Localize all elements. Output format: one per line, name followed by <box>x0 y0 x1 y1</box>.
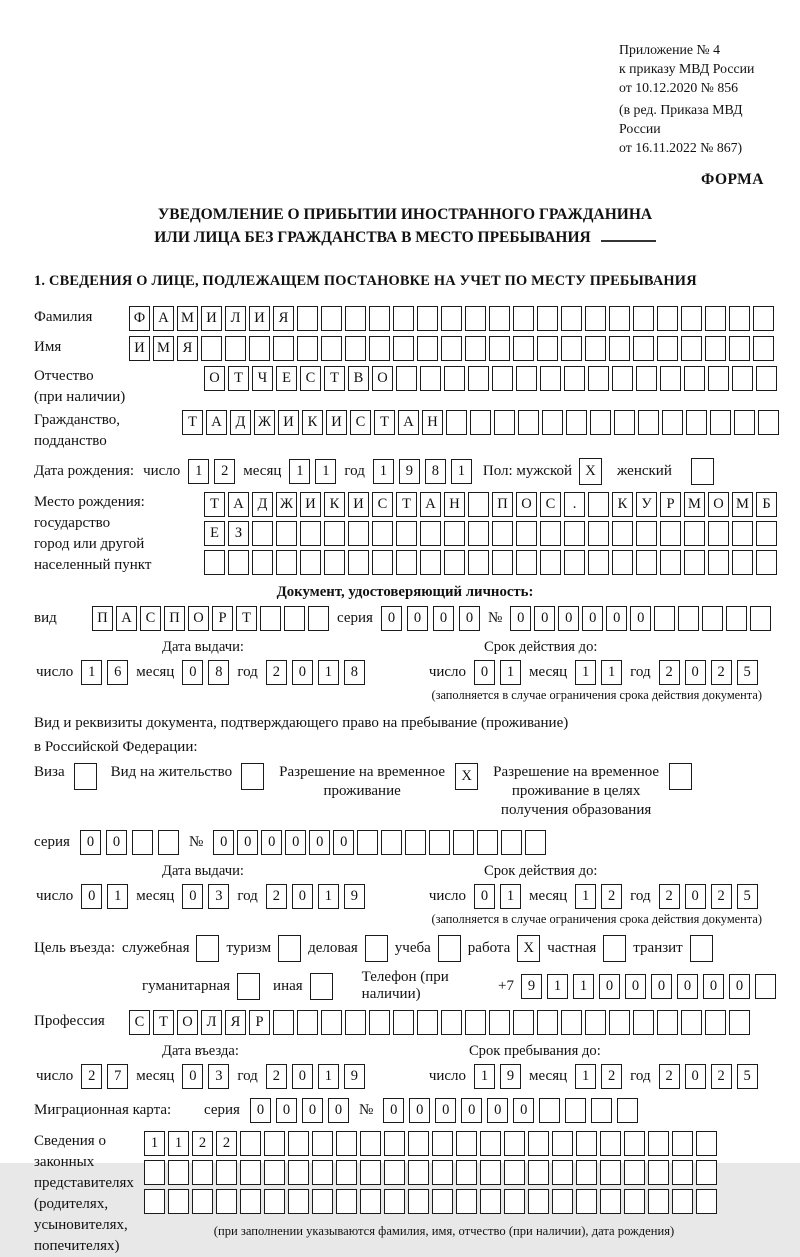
purpose-other-checkbox <box>310 973 333 1000</box>
month-label: месяц <box>243 463 282 479</box>
purpose-study-checkbox <box>438 935 461 962</box>
phone-prefix: +7 <box>498 977 514 994</box>
birth-date-label: Дата рождения: <box>34 463 135 479</box>
visit-purpose-row1 <box>34 935 776 962</box>
migration-number-label: № <box>358 1102 374 1118</box>
option-visa: Виза <box>34 763 97 790</box>
option-temp-permit: Разрешение на временное проживание X <box>278 763 478 801</box>
given-name-cells: И М Я <box>129 336 774 361</box>
year-label: год <box>630 664 651 680</box>
stay-year-cells: 2 0 2 5 <box>659 1064 758 1089</box>
doc-expiry-day-cells: 0 1 <box>474 660 521 685</box>
residence-expiry-year-cells: 2 0 2 5 <box>659 884 758 909</box>
doc-expiry-date-label: Срок действия до: <box>483 639 598 655</box>
visit-purpose-row2 <box>142 969 776 1003</box>
patronymic-cells: О Т Ч Е С Т В О <box>204 366 777 391</box>
year-label: год <box>237 664 258 680</box>
profession-cells: С Т О Л Я Р <box>129 1010 750 1035</box>
purpose-study-label: учеба <box>394 940 431 956</box>
patronymic-row <box>34 366 776 408</box>
doc-series-label: серия <box>337 610 373 626</box>
legal-reps-row <box>34 1131 776 1257</box>
profession-row <box>34 1010 776 1035</box>
surname-cells: Ф А М И Л И Я <box>129 306 774 331</box>
purpose-work-checkbox: X <box>517 935 540 962</box>
year-label: год <box>630 888 651 904</box>
residence-number-cells: 0 0 0 0 0 0 <box>213 830 546 855</box>
purpose-work-label: работа <box>467 940 511 956</box>
purpose-official-label: служебная <box>121 940 190 956</box>
surname-label: Фамилия <box>34 309 93 325</box>
residence-expiry-date-label: Срок действия до: <box>483 863 598 879</box>
month-label: месяц <box>136 1068 175 1084</box>
day-label: число <box>143 463 181 479</box>
legal-reps-label: Сведения о законных представителях (родителях, усыновителях, попечителях) <box>34 1133 134 1254</box>
gender-female-label: женский <box>617 463 672 479</box>
appendix-line: Приложение № 4 <box>619 42 721 57</box>
page-title <box>34 203 776 249</box>
amendment-line: (в ред. Приказа МВД России <box>619 102 743 136</box>
purpose-transit-checkbox <box>690 935 713 962</box>
amendment-line: от 16.11.2022 № 867) <box>619 140 743 155</box>
purpose-other-label: иная <box>273 977 303 994</box>
migration-card-label: Миграционная карта: <box>34 1102 172 1118</box>
citizenship-cells: Т А Д Ж И К И С Т А Н <box>182 410 779 435</box>
month-label: месяц <box>136 664 175 680</box>
year-label: год <box>237 888 258 904</box>
visa-checkbox <box>74 763 97 790</box>
temp-permit-checkbox: X <box>455 763 478 790</box>
purpose-private-checkbox <box>603 935 626 962</box>
residence-issue-date-label: Дата выдачи: <box>162 863 244 879</box>
purpose-humanitarian-label: гуманитарная <box>142 977 231 994</box>
phone-cells: 9 1 1 0 0 0 0 0 0 <box>521 974 776 999</box>
year-label: год <box>630 1068 651 1084</box>
doc-issue-month-cells: 0 8 <box>182 660 229 685</box>
month-label: месяц <box>529 888 568 904</box>
doc-expiry-year-cells: 2 0 2 5 <box>659 660 758 685</box>
appendix-block <box>619 40 776 157</box>
title-line2: ИЛИ ЛИЦА БЕЗ ГРАЖДАНСТВА В МЕСТО ПРЕБЫВАНИЯ <box>34 226 776 249</box>
migration-series-label: серия <box>204 1102 240 1118</box>
gender-male-checkbox: X <box>579 458 602 485</box>
stay-until-label: Срок пребывания до: <box>468 1043 601 1059</box>
residence-issue-year-cells: 2 0 1 9 <box>266 884 365 909</box>
residence-doc-intro: Вид и реквизиты документа, подтверждающего право на пребывание (проживание) в Российской Федерации: <box>34 715 569 755</box>
residence-series-label: серия <box>34 834 70 850</box>
visit-purpose-label: Цель въезда: <box>34 940 115 956</box>
legal-reps-cells-row1: 1 1 2 2 <box>144 1131 717 1156</box>
residence-issue-day-cells: 0 1 <box>81 884 128 909</box>
birth-month-cells: 1 1 <box>289 459 336 484</box>
doc-expiry-month-cells: 1 1 <box>575 660 622 685</box>
identity-doc-note: (заполняется в случае ограничения срока действия документа) <box>431 688 762 702</box>
identity-doc-dates-row <box>34 660 776 685</box>
doc-issue-day-cells: 1 6 <box>81 660 128 685</box>
doc-type-cells: П А С П О Р Т <box>92 606 329 631</box>
birth-day-cells: 1 2 <box>188 459 235 484</box>
residence-doc-dates-row <box>34 884 776 909</box>
birth-date-row <box>34 458 776 485</box>
residence-expiry-day-cells: 0 1 <box>474 884 521 909</box>
gender-female-checkbox <box>691 458 714 485</box>
entry-day-cells: 2 7 <box>81 1064 128 1089</box>
surname-row <box>34 306 776 331</box>
year-label: год <box>344 463 365 479</box>
day-label: число <box>428 888 467 904</box>
birth-place-cells-row3 <box>204 550 777 575</box>
given-name-row <box>34 336 776 361</box>
profession-label: Профессия <box>34 1013 105 1029</box>
birth-place-label: Место рождения: государство город или другой населенный пункт <box>34 494 152 573</box>
birth-place-cells-row2: Е З <box>204 521 777 546</box>
citizenship-label: Гражданство, подданство <box>34 412 121 449</box>
residence-number-label: № <box>188 834 204 850</box>
gender-label: Пол: мужской <box>482 463 573 479</box>
option-edu-permit: Разрешение на временное проживание в целях получения образования <box>492 763 692 820</box>
stay-day-cells: 1 9 <box>474 1064 521 1089</box>
residence-expiry-month-cells: 1 2 <box>575 884 622 909</box>
purpose-private-label: частная <box>547 940 597 956</box>
migration-number-cells: 0 0 0 0 0 0 <box>383 1098 638 1123</box>
legal-reps-cells-row2 <box>144 1160 717 1185</box>
month-label: месяц <box>136 888 175 904</box>
patronymic-label: Отчество (при наличии) <box>34 368 126 405</box>
identity-doc-row <box>34 606 776 631</box>
purpose-tourism-label: туризм <box>226 940 272 956</box>
legal-reps-cells-row3 <box>144 1189 717 1214</box>
day-label: число <box>36 888 74 904</box>
month-label: месяц <box>529 664 568 680</box>
section1-heading: 1. СВЕДЕНИЯ О ЛИЦЕ, ПОДЛЕЖАЩЕМ ПОСТАНОВКЕ НА УЧЕТ ПО МЕСТУ ПРЕБЫВАНИЯ <box>34 273 697 289</box>
purpose-business-label: деловая <box>308 940 358 956</box>
title-underline <box>601 227 656 242</box>
purpose-tourism-checkbox <box>278 935 301 962</box>
entry-month-cells: 0 3 <box>182 1064 229 1089</box>
doc-number-label: № <box>487 610 503 626</box>
residence-series-cells: 0 0 <box>80 830 179 855</box>
birth-place-cells-row1: Т А Д Ж И К И С Т А Н П О С . К У Р М О М Б <box>204 492 777 517</box>
year-label: год <box>237 1068 258 1084</box>
birth-place-row <box>34 492 776 576</box>
doc-issue-year-cells: 2 0 1 8 <box>266 660 365 685</box>
day-label: число <box>36 1068 74 1084</box>
citizenship-row <box>34 410 776 452</box>
title-line1: УВЕДОМЛЕНИЕ О ПРИБЫТИИ ИНОСТРАННОГО ГРАЖДАНИНА <box>157 206 653 223</box>
residence-permit-checkbox <box>241 763 264 790</box>
month-label: месяц <box>529 1068 568 1084</box>
phone-label: Телефон (при наличии) <box>361 969 449 1002</box>
appendix-line: от 10.12.2020 № 856 <box>619 80 739 95</box>
form-label: ФОРМА <box>700 171 764 188</box>
birth-year-cells: 1 9 8 1 <box>373 459 472 484</box>
day-label: число <box>428 664 467 680</box>
migration-series-cells: 0 0 0 0 <box>250 1098 349 1123</box>
given-name-label: Имя <box>34 339 62 355</box>
option-residence-permit: Вид на жительство <box>111 763 264 790</box>
doc-number-cells: 0 0 0 0 0 0 <box>510 606 771 631</box>
residence-doc-note: (заполняется в случае ограничения срока действия документа) <box>431 912 762 926</box>
stay-month-cells: 1 2 <box>575 1064 622 1089</box>
entry-year-cells: 2 0 1 9 <box>266 1064 365 1089</box>
purpose-official-checkbox <box>196 935 219 962</box>
entry-dates-row <box>34 1064 776 1089</box>
purpose-transit-label: транзит <box>633 940 683 956</box>
migration-card-row <box>34 1098 776 1123</box>
doc-series-cells: 0 0 0 0 <box>381 606 480 631</box>
identity-doc-heading: Документ, удостоверяющий личность: <box>276 584 534 600</box>
residence-issue-month-cells: 0 3 <box>182 884 229 909</box>
day-label: число <box>36 664 74 680</box>
entry-date-label: Дата въезда: <box>162 1043 239 1059</box>
appendix-line: к приказу МВД России <box>619 61 755 76</box>
doc-type-label: вид <box>34 610 57 626</box>
edu-permit-checkbox <box>669 763 692 790</box>
residence-doc-options-row <box>34 763 776 820</box>
legal-reps-note: (при заполнении указываются фамилия, имя, отчество (при наличии), дата рождения) <box>213 1224 675 1238</box>
residence-doc-series-row <box>34 830 776 855</box>
doc-issue-date-label: Дата выдачи: <box>162 639 244 655</box>
purpose-business-checkbox <box>365 935 388 962</box>
day-label: число <box>428 1068 467 1084</box>
purpose-humanitarian-checkbox <box>237 973 260 1000</box>
